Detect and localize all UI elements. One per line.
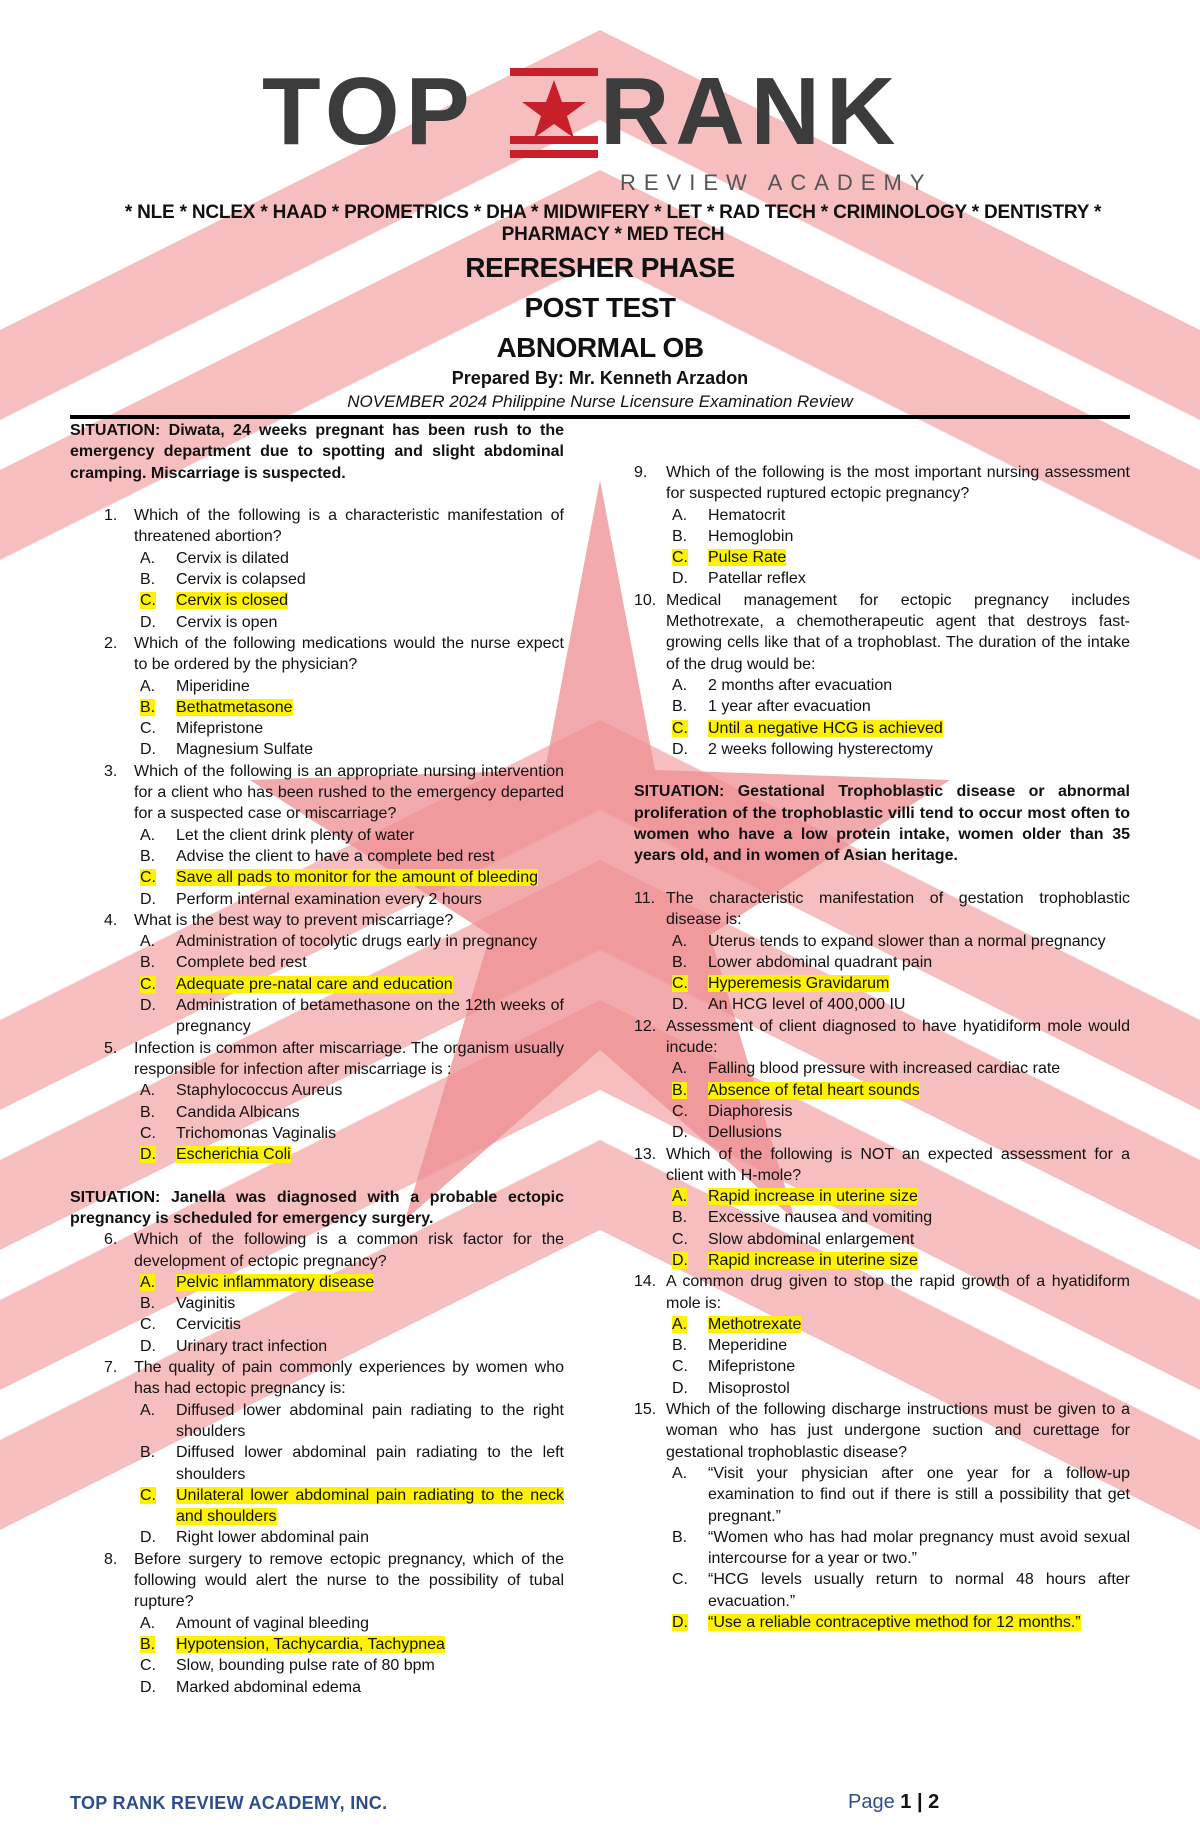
option-15c[interactable]: C. “HCG levels usually return to normal 48 hours after evacuation.” xyxy=(672,1571,1130,1610)
brand-name-left: TOP xyxy=(262,58,476,165)
option-7b[interactable]: B. Diffused lower abdominal pain radiating to the left shoulders xyxy=(140,1444,564,1483)
option-1c-answer[interactable]: C. Cervix is closed xyxy=(140,592,289,610)
option-6c[interactable]: C. Cervicitis xyxy=(140,1316,241,1334)
question-5: 5. Infection is common after miscarriage. The organism usually responsible for infection after miscarriage is : xyxy=(104,1039,564,1078)
exam-review-name: NOVEMBER 2024 Philippine Nurse Licensure Examination Review xyxy=(347,392,853,411)
question-13: 13. Which of the following is NOT an expected assessment for a client with H-mole? xyxy=(634,1145,1130,1184)
brand-name-right: RANK xyxy=(600,58,902,165)
option-2c[interactable]: C. Mifepristone xyxy=(140,720,264,738)
option-13c[interactable]: C. Slow abdominal enlargement xyxy=(672,1230,915,1248)
prepared-by: Prepared By: Mr. Kenneth Arzadon xyxy=(451,368,749,388)
option-1d[interactable]: D. Cervix is open xyxy=(140,613,278,631)
question-10: 10. Medical management for ectopic pregnancy includes Methotrexate, a chemotherapeutic agent that destroys fast-growing cells like that of a trophoblast. The duration of the intake of the drug would be: xyxy=(634,591,1130,673)
question-8: 8. Before surgery to remove ectopic pregnancy, which of the following would alert the nurse to the possibility of tubal rupture? xyxy=(104,1550,564,1611)
option-14b[interactable]: B. Meperidine xyxy=(672,1337,788,1355)
option-11a[interactable]: A. Uterus tends to expand slower than a normal pregnancy xyxy=(672,932,1106,950)
option-14c[interactable]: C. Mifepristone xyxy=(672,1358,796,1376)
title-subject: ABNORMAL OB xyxy=(496,332,704,363)
brand-subtitle: REVIEW ACADEMY xyxy=(620,170,933,195)
option-8a[interactable]: A. Amount of vaginal bleeding xyxy=(140,1614,370,1632)
option-3d[interactable]: D. Perform internal examination every 2 hours xyxy=(140,890,482,908)
header-divider xyxy=(70,415,1130,419)
question-12: 12. Assessment of client diagnosed to have hyatidiform mole would incude: xyxy=(634,1017,1130,1057)
option-8b-answer[interactable]: B. Hypotension, Tachycardia, Tachypnea xyxy=(140,1635,445,1653)
option-13a-answer[interactable]: A. Rapid increase in uterine size xyxy=(672,1188,918,1206)
option-3b[interactable]: B. Advise the client to have a complete bed rest xyxy=(140,847,495,865)
option-4d[interactable]: D. Administration of betamethasone on the 12th weeks of pregnancy xyxy=(140,997,564,1036)
option-9b[interactable]: B. Hemoglobin xyxy=(672,527,794,545)
page-total: 2 xyxy=(928,1791,940,1813)
option-11d[interactable]: D. An HCG level of 400,000 IU xyxy=(672,996,906,1014)
situation-1: SITUATION: Diwata, 24 weeks pregnant has been rush to the emergency department due to spotting and slight abdominal cramping. Miscarriage is suspected. xyxy=(70,422,564,482)
option-2a[interactable]: A. Miperidine xyxy=(140,677,250,695)
brand-logo xyxy=(262,58,942,195)
option-2b-answer[interactable]: B. Bethatmetasone xyxy=(140,698,293,716)
question-3: 3. Which of the following is an appropriate nursing intervention for a client who has been rushed to the emergency departed for a suspected case or miscarriage? xyxy=(104,762,564,823)
footer-company: TOP RANK REVIEW ACADEMY, INC. xyxy=(70,1793,388,1813)
option-15d-answer[interactable]: D. “Use a reliable contraceptive method for 12 months.” xyxy=(672,1614,1081,1632)
left-column xyxy=(70,420,564,1698)
right-column xyxy=(634,462,1130,1633)
option-12a[interactable]: A. Falling blood pressure with increased cardiac rate xyxy=(672,1060,1061,1078)
page-current: 1 xyxy=(900,1791,912,1813)
option-15b[interactable]: B. “Women who has had molar pregnancy must avoid sexual intercourse for a year or two.” xyxy=(672,1528,1130,1568)
option-9a[interactable]: A. Hematocrit xyxy=(672,506,786,524)
option-1a[interactable]: A. Cervix is dilated xyxy=(140,549,289,567)
option-12d[interactable]: D. Dellusions xyxy=(672,1124,782,1142)
option-6d[interactable]: D. Urinary tract infection xyxy=(140,1337,328,1355)
option-2d[interactable]: D. Magnesium Sulfate xyxy=(140,741,313,759)
option-10b[interactable]: B. 1 year after evacuation xyxy=(672,698,871,716)
option-7c-answer[interactable]: C. Unilateral lower abdominal pain radiating to the neck and shoulders xyxy=(140,1486,564,1526)
option-10a[interactable]: A. 2 months after evacuation xyxy=(672,676,893,694)
option-14a-answer[interactable]: A. Methotrexate xyxy=(672,1315,802,1333)
option-6b[interactable]: B. Vaginitis xyxy=(140,1295,236,1313)
option-8c[interactable]: C. Slow, bounding pulse rate of 80 bpm xyxy=(140,1657,435,1675)
page-number xyxy=(848,1791,939,1814)
question-14: 14. A common drug given to stop the rapid growth of a hyatidiform mole is: xyxy=(634,1273,1130,1312)
option-5c[interactable]: C. Trichomonas Vaginalis xyxy=(140,1124,337,1142)
option-10d[interactable]: D. 2 weeks following hysterectomy xyxy=(672,740,933,758)
option-4a[interactable]: A. Administration of tocolytic drugs early in pregnancy xyxy=(140,933,538,951)
option-5d-answer[interactable]: D. Escherichia Coli xyxy=(140,1146,291,1164)
star-emblem-icon xyxy=(506,62,602,166)
question-4: 4. What is the best way to prevent miscarriage? xyxy=(104,911,454,929)
option-3c-answer[interactable]: C. Save all pads to monitor for the amount of bleeding xyxy=(140,869,538,887)
option-12b-answer[interactable]: B. Absence of fetal heart sounds xyxy=(672,1081,920,1099)
option-10c-answer[interactable]: C. Until a negative HCG is achieved xyxy=(672,719,943,737)
title-test: POST TEST xyxy=(524,292,676,323)
option-4c-answer[interactable]: C. Adequate pre-natal care and education xyxy=(140,975,453,993)
option-9c-answer[interactable]: C. Pulse Rate xyxy=(672,549,787,567)
option-11b[interactable]: B. Lower abdominal quadrant pain xyxy=(672,953,933,971)
option-8d[interactable]: D. Marked abdominal edema xyxy=(140,1678,361,1696)
option-13b[interactable]: B. Excessive nausea and vomiting xyxy=(672,1209,933,1227)
option-3a[interactable]: A. Let the client drink plenty of water xyxy=(140,826,415,844)
option-5a[interactable]: A. Staphylococcus Aureus xyxy=(140,1082,343,1100)
question-15: 15. Which of the following discharge instructions must be given to a woman who has just undergone suction and curettage for gestational trophoblastic disease? xyxy=(634,1401,1130,1461)
option-7d[interactable]: D. Right lower abdominal pain xyxy=(140,1529,369,1547)
situation-3: SITUATION: Gestational Trophoblastic disease or abnormal proliferation of the trophoblastic villi tend to occur most often to women who have a low protein intake, women older than 35 years old, and in women of Asian heritage. xyxy=(634,783,1130,865)
option-1b[interactable]: B. Cervix is colapsed xyxy=(140,571,306,589)
question-6: 6. Which of the following is a common risk factor for the development of ectopic pregnancy? xyxy=(104,1231,564,1270)
question-1: 1. Which of the following is a characteristic manifestation of threatened abortion? xyxy=(104,507,564,546)
option-13d-answer[interactable]: D. Rapid increase in uterine size xyxy=(672,1251,918,1269)
exam-list: * NLE * NCLEX * HAAD * PROMETRICS * DHA * MIDWIFERY * LET * RAD TECH * CRIMINOLOGY * DENTISTRY * PHARMACY * MED TECH xyxy=(124,202,1102,245)
option-4b[interactable]: B. Complete bed rest xyxy=(140,954,307,972)
document-titles xyxy=(0,248,1200,368)
question-7: 7. The quality of pain commonly experiences by women who has had ectopic pregnancy is: xyxy=(104,1359,564,1398)
option-14d[interactable]: D. Misoprostol xyxy=(672,1379,790,1397)
situation-2: SITUATION: Janella was diagnosed with a probable ectopic pregnancy is scheduled for emergency surgery. xyxy=(70,1188,564,1227)
option-11c-answer[interactable]: C. Hyperemesis Gravidarum xyxy=(672,975,890,993)
page-separator: | xyxy=(916,1791,923,1813)
option-5b[interactable]: B. Candida Albicans xyxy=(140,1103,300,1121)
option-15a[interactable]: A. “Visit your physician after one year for a follow-up examination to find out if there is still a possibility that get pregnant.” xyxy=(672,1464,1130,1525)
question-11: 11. The characteristic manifestation of gestation trophoblastic disease is: xyxy=(634,889,1130,929)
option-9d[interactable]: D. Patellar reflex xyxy=(672,570,806,588)
question-2: 2. Which of the following medications would the nurse expect to be ordered by the physician? xyxy=(104,634,564,674)
title-phase: REFRESHER PHASE xyxy=(465,252,735,283)
option-6a-answer[interactable]: A. Pelvic inflammatory disease xyxy=(140,1273,375,1291)
option-7a[interactable]: A. Diffused lower abdominal pain radiating to the right shoulders xyxy=(140,1401,564,1440)
page-label: Page xyxy=(848,1791,895,1813)
option-12c[interactable]: C. Diaphoresis xyxy=(672,1102,793,1120)
question-9: 9. Which of the following is the most important nursing assessment for suspected ruptured ectopic pregnancy? xyxy=(634,464,1130,503)
